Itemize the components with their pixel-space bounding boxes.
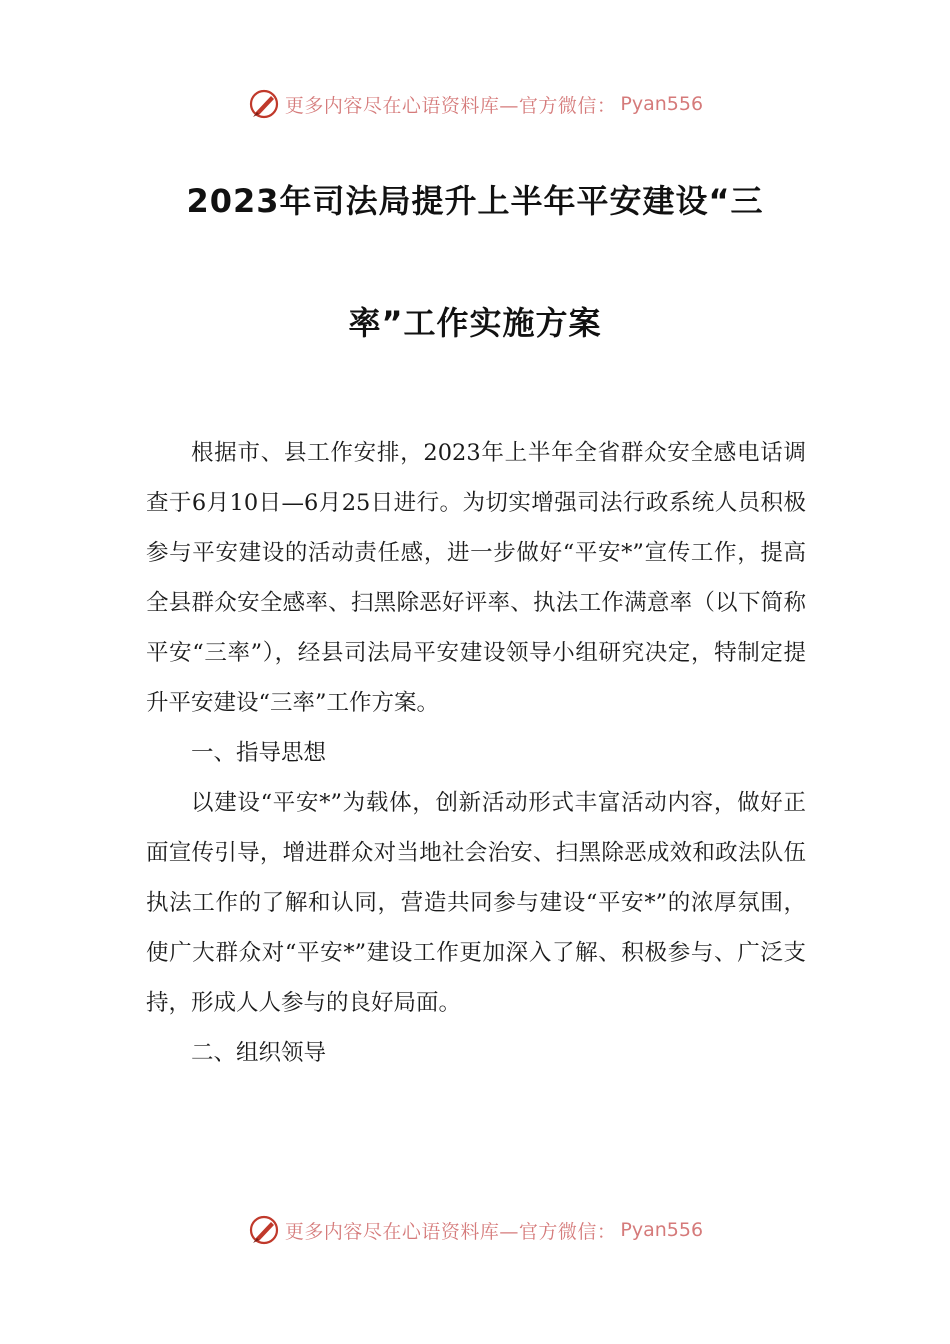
document-title-line-1: 2023年司法局提升上半年平安建设“三 — [186, 182, 764, 220]
banner-text: 更多内容尽在心语资料库—官方微信： — [284, 1220, 617, 1243]
section-heading-organization: 二、组织领导 — [191, 1040, 327, 1066]
section-heading-guiding-ideology: 一、指导思想 — [191, 740, 327, 766]
footer-watermark-banner — [0, 1208, 950, 1252]
banner-text: 更多内容尽在心语资料库—官方微信： — [284, 94, 617, 117]
pen-circle-logo-icon — [247, 1213, 281, 1247]
document-title-line-2: 率”工作实施方案 — [348, 304, 602, 342]
paragraph-intro: 根据市、县工作安排，2023年上半年全省群众安全感电话调查于6月10日—6月25日进行。为切实增强司法行政系统人员积极参与平安建设的活动责任感，进一步做好“平安*”宣传工作，提高全县群众安全感率、扫黑除恶好评率、执法工作满意率（以下简称平安“三率”），经县司法局平安建设领导小组研究决定，特制定提升平安建设“三率”工作方案。 — [146, 440, 806, 716]
header-watermark-banner — [0, 82, 950, 126]
banner-wechat-id: Pyan556 — [620, 1219, 704, 1241]
paragraph-guiding-ideology: 以建设“平安*”为载体，创新活动形式丰富活动内容，做好正面宣传引导，增进群众对当地社会治安、扫黑除恶成效和政法队伍执法工作的了解和认同，营造共同参与建设“平安*”的浓厚氛围，使广大群众对“平安*”建设工作更加深入了解、积极参与、广泛支持，形成人人参与的良好局面。 — [146, 790, 806, 1016]
banner-wechat-id: Pyan556 — [620, 93, 704, 115]
document-body — [146, 428, 806, 1078]
pen-circle-logo-icon — [247, 87, 281, 121]
